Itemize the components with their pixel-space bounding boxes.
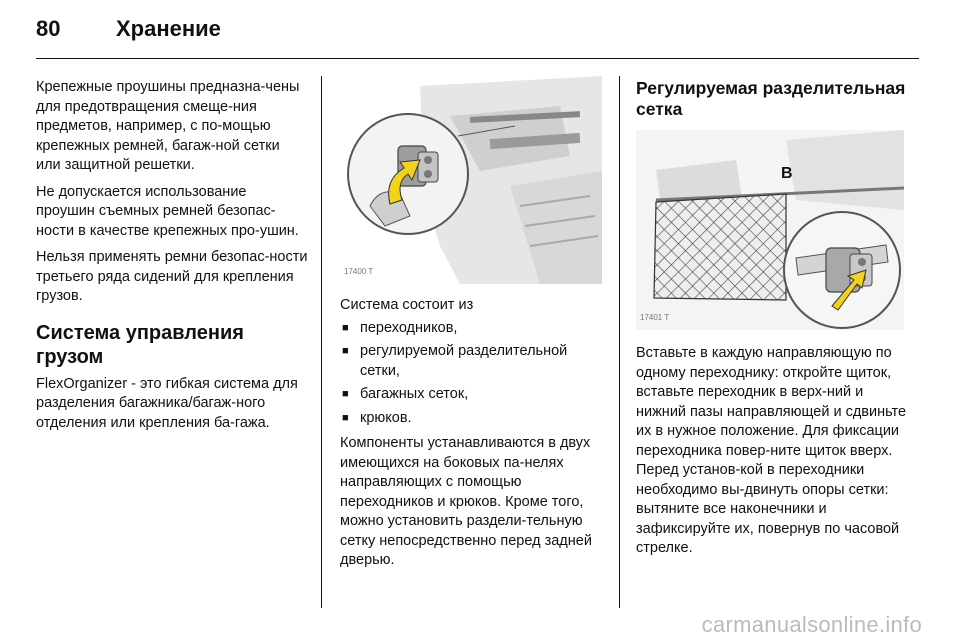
page-header [36, 10, 926, 50]
list-item: ■ багажных сеток, [340, 385, 606, 405]
list-item: ■ крюков. [340, 409, 606, 429]
paragraph-seatbelt-warning: Не допускается использование проушин съемных ремней безопас-ности в качестве крепежных про-ушин. [36, 183, 299, 239]
paragraph-system-intro: Система состоит из [340, 297, 474, 313]
left-column [36, 78, 308, 440]
figure-code: 17400 T [344, 266, 374, 276]
column-divider-left [321, 76, 322, 608]
column-divider-right [619, 76, 620, 608]
section-heading-cargo-system: Система управления грузом [36, 321, 244, 368]
component-list [340, 319, 606, 429]
figure-divider-net-illustration [636, 130, 904, 330]
figure-adapter-rail [340, 76, 602, 284]
figure-code: 17401 T [640, 312, 670, 322]
figure-divider-net [636, 130, 904, 330]
page-title: Хранение [116, 16, 221, 41]
paragraph-flexorganizer: FlexOrganizer - это гибкая система для разделения багажника/багаж-ного отделения или крепления ба-гажа. [36, 375, 298, 431]
figure-label: B [781, 165, 793, 182]
middle-column [340, 76, 606, 578]
page-number: 80 [36, 16, 61, 41]
list-item: ■ регулируемой разделительной сетки, [340, 342, 606, 381]
paragraph-third-row-warning: Нельзя применять ремни безопас-ности третьего ряда сидений для крепления грузов. [36, 249, 308, 304]
watermark: carmanualsonline.info [701, 612, 922, 637]
paragraph-anchor-purpose: Крепежные проушины предназна-чены для предотвращения смеще-ния предметов, например, с по-мощью крепежных ремней, багаж-ной сетки или защитной решетки. [36, 79, 300, 173]
figure-adapter-rail-illustration [340, 76, 602, 284]
list-item: ■ переходников, [340, 319, 606, 339]
right-column [636, 78, 908, 566]
header-rule [36, 58, 919, 59]
paragraph-components-install: Компоненты устанавливаются в двух имеющихся на боковых па-нелях направляющих с помощью переходников и крюков. Кроме того, можно установить раздели-тельную сетку непосредственно перед задней дверью. [340, 435, 592, 568]
paragraph-install-adapters: Вставьте в каждую направляющую по одному переходнику: откройте щиток, вставьте переходник в верх-ний и нижний пазы направляющей и сдвиньте их в нужное положение. Для фиксации переходника повер-ните щиток вверх. Перед установ-кой в переходники необходимо вы-двинуть опоры сетки: вытяните все наконечники и зафиксируйте их, повернув по часовой стрелке. [636, 345, 907, 556]
section-heading-divider-net: Регулируемая разделительная сетка [636, 78, 906, 119]
